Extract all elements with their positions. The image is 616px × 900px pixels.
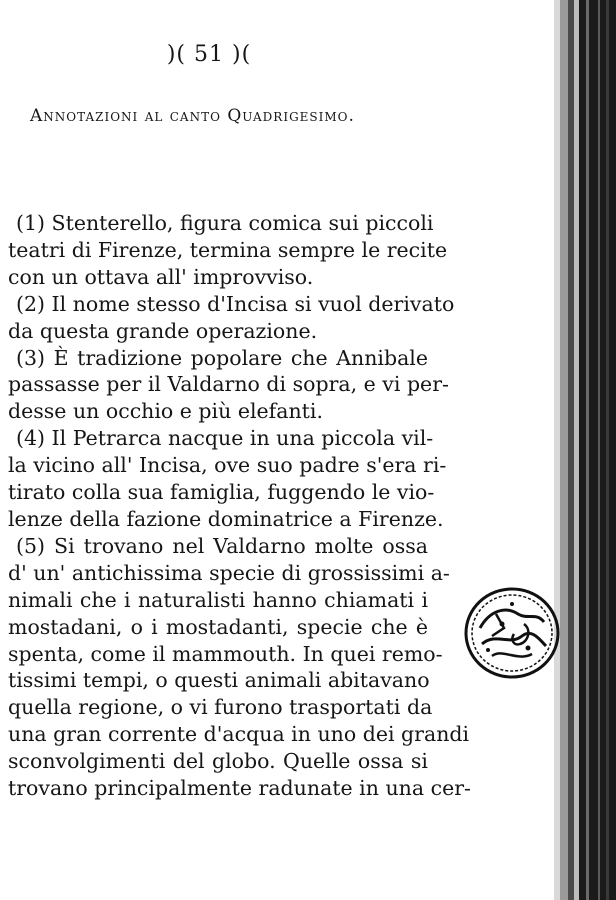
library-stamp [462,584,562,682]
note-2 [8,291,455,345]
text-line: desse un occhio e più elefanti. [8,399,323,424]
text-line: tissimi tempi, o questi animali abitavano [8,668,430,693]
note-4 [8,425,447,533]
text-line: teatri di Firenze, termina sempre le recite [8,237,448,262]
text-line: (2) Il nome stesso d'Incisa si vuol derivato [16,291,455,316]
text-line: mostadani, o i mostadanti, specie che è [8,614,428,639]
text-line: trovano principalmente radunate in una cer- [8,776,471,801]
text-line: una gran corrente d'acqua in uno dei grandi [8,722,470,747]
page-edge [546,0,616,900]
text-line: (5) Si trovano nel Valdarno molte ossa [16,533,428,558]
text-line: d' un' antichissima specie di grossissimi a- [8,560,450,585]
text-line: nimali che i naturalisti hanno chiamati i [8,587,428,612]
note-5 [8,533,471,802]
text-line: tirato colla sua famiglia, fuggendo le vio- [8,480,435,505]
note-3 [8,345,449,426]
text-line: quella regione, o vi furono trasportati da [8,695,433,720]
text-line: (1) Stenterello, figura comica sui piccoli [16,211,434,235]
text-line: (4) Il Petrarca nacque in una piccola vil- [16,426,434,451]
section-heading: Annotazioni al canto Quadrigesimo. [30,106,355,126]
notes-body [8,210,471,802]
text-line: (3) È tradizione popolare che Annibale [16,345,428,370]
page-number: )( 51 )( [166,42,252,67]
text-line: lenze della fazione dominatrice a Firenze. [8,506,444,531]
text-line: sconvolgimenti del globo. Quelle ossa si [8,749,428,774]
text-line: la vicino all' Incisa, ove suo padre s'era ri- [8,453,447,478]
text-line: passasse per il Valdarno di sopra, e vi per- [8,372,449,397]
text-line: da questa grande operazione. [8,318,318,343]
note-1 [8,210,448,291]
text-line: con un ottava all' improvviso. [8,264,314,289]
text-line: spenta, come il mammouth. In quei remo- [8,641,443,666]
